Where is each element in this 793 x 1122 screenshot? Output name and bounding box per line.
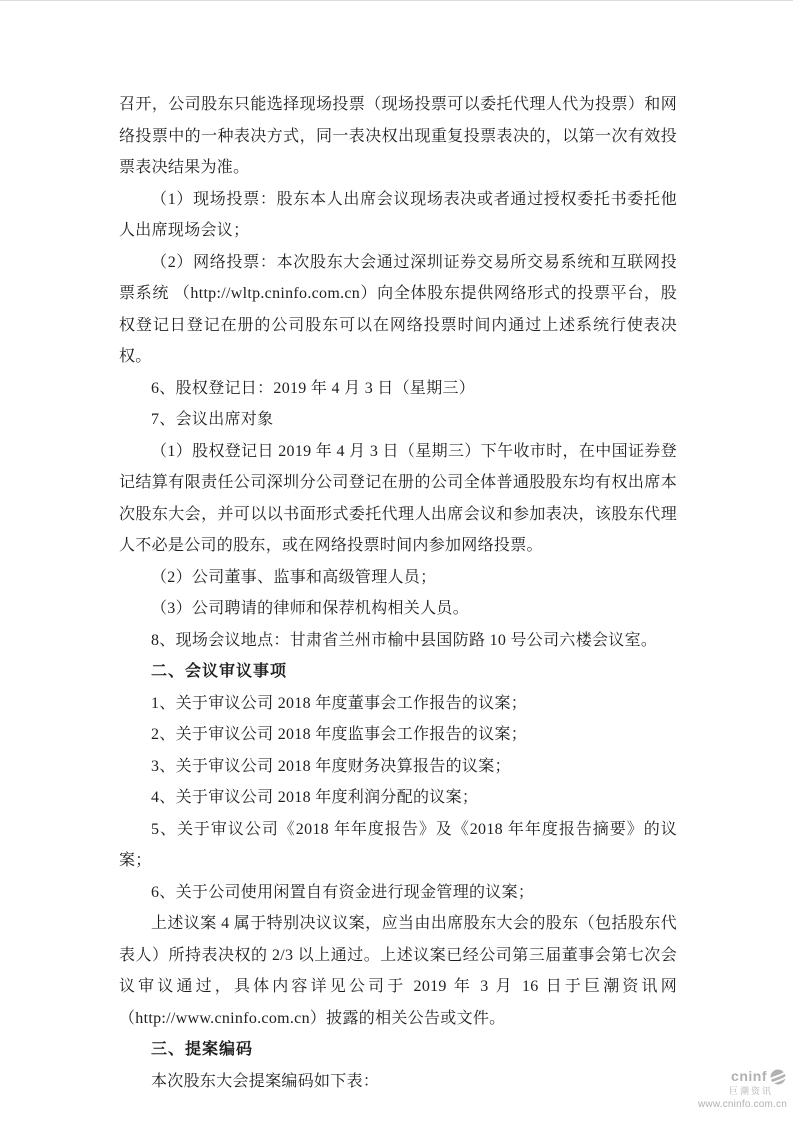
cninfo-logo-row: [731, 1068, 787, 1086]
line-record-date: 6、股权登记日：2019 年 4 月 3 日（星期三）: [151, 379, 476, 397]
cninfo-swirl-icon: [769, 1068, 787, 1086]
section-heading-proposal-codes: 三、提案编码: [151, 1041, 254, 1058]
line-attendees-heading: 7、会议出席对象: [151, 411, 274, 428]
line-attendee-directors: （2）公司董事、监事和高级管理人员；: [151, 568, 437, 586]
cninfo-logo-url: www.cninfo.com.cn: [698, 1099, 787, 1110]
line-attendee-lawyers: （3）公司聘请的律师和保荐机构相关人员。: [151, 600, 470, 617]
paragraph-online-voting: （2）网络投票：本次股东大会通过深圳证券交易所交易系统和互联网投票系统 （http://wltp.cninfo.com.cn）向全体股东提供网络形式的投票平台，股权登记日登记在册的公司股东可以在网络投票时间内通过上述系统行使表决权。: [119, 253, 677, 365]
section-heading-review-items: 二、会议审议事项: [151, 663, 288, 680]
paragraph-onsite-voting: （1）现场投票：股东本人出席会议现场表决或者通过授权委托书委托他人出席现场会议；: [119, 190, 677, 239]
list-item-proposal-1: 1、关于审议公司 2018 年度董事会工作报告的议案；: [151, 694, 528, 712]
paragraph-proposal-codes-intro: 本次股东大会提案编码如下表：: [151, 1072, 380, 1090]
list-item-proposal-6: 6、关于公司使用闲置自有资金进行现金管理的议案；: [151, 883, 535, 901]
list-item-proposal-5: 5、关于审议公司《2018 年年度报告》及《2018 年年度报告摘要》的议案；: [119, 820, 677, 869]
document-body: [119, 89, 677, 1097]
list-item-proposal-4: 4、关于审议公司 2018 年度利润分配的议案；: [151, 789, 479, 806]
paragraph-voting-method-continuation: 召开，公司股东只能选择现场投票（现场投票可以委托代理人代为投票）和网络投票中的一种表决方式，同一表决权出现重复投票表决的，以第一次有效投票表决结果为准。: [119, 96, 677, 176]
paragraph-special-resolution: 上述议案 4 属于特别决议议案，应当由出席股东大会的股东（包括股东代表人）所持表决权的 2/3 以上通过。上述议案已经公司第三届董事会第七次会议审议通过，具体内容详见公司于 2019 年 3 月 16 日于巨潮资讯网（http://www.cninfo.com.cn）披露的相关公告或文件。: [119, 915, 677, 1027]
list-item-proposal-3: 3、关于审议公司 2018 年度财务决算报告的议案；: [151, 757, 511, 775]
cninfo-logo: [698, 1068, 787, 1110]
paragraph-attendee-shareholders: （1）股权登记日 2019 年 4 月 3 日（星期三）下午收市时，在中国证券登记结算有限责任公司深圳分公司登记在册的公司全体普通股股东均有权出席本次股东大会，并可以以书面形式委托代理人出席会议和参加表决，该股东代理人不必是公司的股东，或在网络投票时间内参加网络投票。: [119, 442, 677, 554]
line-meeting-location: 8、现场会议地点：甘肃省兰州市榆中县国防路 10 号公司六楼会议室。: [151, 631, 658, 649]
list-item-proposal-2: 2、关于审议公司 2018 年度监事会工作报告的议案；: [151, 726, 528, 743]
cninfo-logo-chinese-name: 巨潮资讯: [728, 1086, 773, 1097]
cninfo-logo-text: cninf: [731, 1068, 767, 1085]
